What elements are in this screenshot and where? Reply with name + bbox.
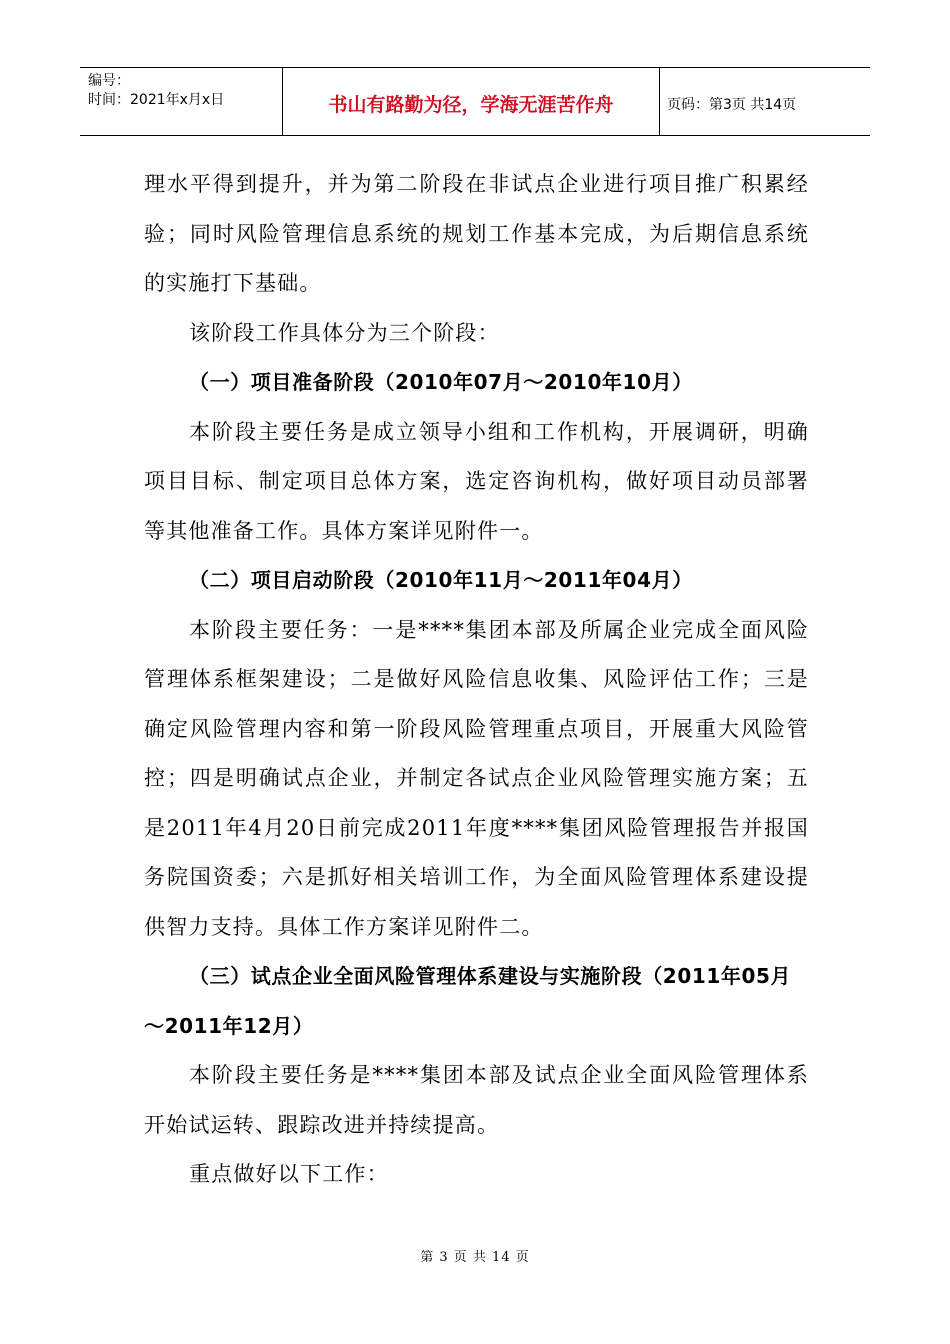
paragraph-4: 本阶段主要任务：一是****集团本部及所属企业完成全面风险管理体系框架建设；二是做好风险信息收集、风险评估工作；三是确定风险管理内容和第一阶段风险管理重点项目，开展重大风险管控；四是明确试点企业，并制定各试点企业风险管理实施方案；五是2011年4月20日前完成2011年度****集团风险管理报告并报国务院国资委；六是抓好相关培训工作，为全面风险管理体系建设提供智力支持。具体工作方案详见附件二。 [144,617,809,939]
page-footer: 第 3 页 共 14 页 [420,1250,530,1265]
header-page-info: 页码：第3页 共14页 [667,96,797,113]
document-body [144,160,809,1200]
document-number-label: 编号： [88,73,130,89]
paragraph-2: 该阶段工作具体分为三个阶段： [189,320,500,345]
paragraph-6: 重点做好以下工作： [189,1162,389,1186]
paragraph-3: 本阶段主要任务是成立领导小组和工作机构，开展调研，明确项目目标、制定项目总体方案，选定咨询机构，做好项目动员部署等其他准备工作。具体方案详见附件一。 [144,419,809,543]
section-heading-2: （二）项目启动阶段（2010年11月～2011年04月） [189,568,693,592]
section-heading-1: （一）项目准备阶段（2010年07月～2010年10月） [189,370,693,394]
paragraph-1: 理水平得到提升，并为第二阶段在非试点企业进行项目推广积累经验；同时风险管理信息系统的规划工作基本完成，为后期信息系统的实施打下基础。 [144,172,809,295]
document-time-label: 时间：2021年x月x日 [88,92,225,108]
header-motto: 书山有路勤为径，学海无涯苦作舟 [283,68,660,135]
page-header [80,67,870,136]
section-heading-3: （三）试点企业全面风险管理体系建设与实施阶段（2011年05月～2011年12月） [144,964,792,1038]
header-meta-cell [80,68,283,135]
paragraph-5: 本阶段主要任务是****集团本部及试点企业全面风险管理体系开始试运转、跟踪改进并持续提高。 [144,1063,809,1137]
